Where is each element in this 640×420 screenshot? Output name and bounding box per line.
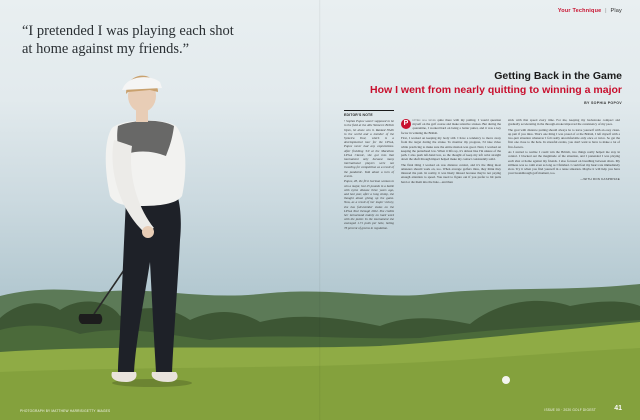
- article-subtitle: How I went from nearly quitting to winning a major: [369, 84, 622, 96]
- article-title: Getting Back in the Game: [494, 70, 622, 82]
- article-paragraph: [401, 118, 501, 135]
- drop-cap: P: [401, 119, 411, 129]
- article-paragraph: The final thing I worked on was distance control, and it's the thing most amateurs should work on, too. When average golfers miss, they think they misread the putt. In reality, it was likely missed because they're not paying enough attention to speed. You need to figure out if you prefer to hit putts hard or die them into the hole—and then: [401, 162, 501, 184]
- editors-note: [344, 113, 394, 231]
- section-label: Your Technique: [557, 8, 602, 14]
- article-paragraph: First, I worked on keeping my body still. I have a tendency to move away from the target during the stroke. To monitor my progress, I'd take video while practicing to make sure the entire motion was good. Next, I worked on keeping the putterhead low. When it lifts up, it's almost like I'm unsure of the path. I also push left-hand low, so the thought of keep my left wrist straight down the shaft through impact helped make my contact consistently solid.: [401, 136, 501, 162]
- section-separator: |: [605, 8, 607, 14]
- section-topic: Play: [610, 8, 622, 14]
- editors-note-paragraph: • Sophia Popov wasn't supposed to be in the field at the AIG Women's British Open, let alone win it. Ranked 304th in the world and a member of the Symetra Tour, which is a developmental tour for the LPGA, Popov never had any expectations. After finishing T-9 at the Marathon LPGA Classic, she got into that tournament only because many international players were not traveling for competition as a result of the pandemic. Talk about a turn of events.: [344, 119, 394, 178]
- paragraph-text: quite there with my putting. I would question myself on the golf course and make tentative strokes. But during the quarantine, I worked hard on being a better putter, and it was a key factor in winning the British.: [401, 118, 501, 135]
- article-paragraph: stick with that speed every time. For me, keeping my backstroke compact and gradually accelerating in the through-stroke improved the consistency of my pace.: [508, 118, 620, 127]
- editors-note-heading: EDITOR'S NOTE: [344, 113, 373, 117]
- article-byline: BY SOPHIA POPOV: [584, 101, 622, 105]
- putter-head: [79, 314, 103, 324]
- page-number: 41: [614, 405, 622, 412]
- lead-in: utting was never: [412, 118, 436, 122]
- article-column-1: [401, 118, 501, 185]
- golfer-cap: [122, 77, 162, 90]
- photo-credit: PHOTOGRAPH BY MATTHEW HARRIS/GETTY IMAGES: [20, 409, 111, 413]
- issue-info: ISSUE 00 · 2020 GOLF DIGEST: [544, 408, 596, 412]
- article-paragraph: As I started to realize I could win the British, two things really helped me stay in control. I blocked out the magnitude of the situation, and I pretended I was playing each shot at home against my friends. I also focused on breathing between shots. My stillness was so calm even as long as I finished. I could feel my heart rate immediately slow. Try it when you find yourself in a tense situation. Maybe it will help you have your breakthrough golf moment, too.: [508, 150, 620, 176]
- golf-ball: [502, 376, 510, 384]
- editors-note-paragraph: Popov, 28, the first German woman to win a major, lost 25 pounds in a battle with Lyme disease three years ago, and last year, after a long slump, she thought about giving up the game. Now, as a result of her major victory, she has full-member status on the LPGA Tour through 2022. She credits her turnaround mainly on hard work with the putter. In the tournament she averaged 1.71 putts per hole, holing 76 percent of greens in regulation.: [344, 179, 394, 230]
- golfer-hands: [142, 226, 154, 238]
- article-signoff: —WITH RON KASPRISKE: [580, 176, 620, 181]
- article-column-2: [508, 118, 620, 181]
- pull-quote: “I pretended I was playing each shot at home against my friends.”: [22, 23, 234, 57]
- editors-note-rule: [344, 110, 394, 111]
- page-gutter: [319, 0, 321, 420]
- section-tag: [558, 8, 622, 14]
- article-paragraph: The goal with distance putting should always be to leave yourself with an easy clean-up putt if you miss. That's one thing I was proud of at the British, I left myself with a two-putt situation whenever I felt really uncomfortable only once or twice. So get the first one close to the hole. In stressful events, you don't want to have to make a lot of five-footers.: [508, 127, 620, 149]
